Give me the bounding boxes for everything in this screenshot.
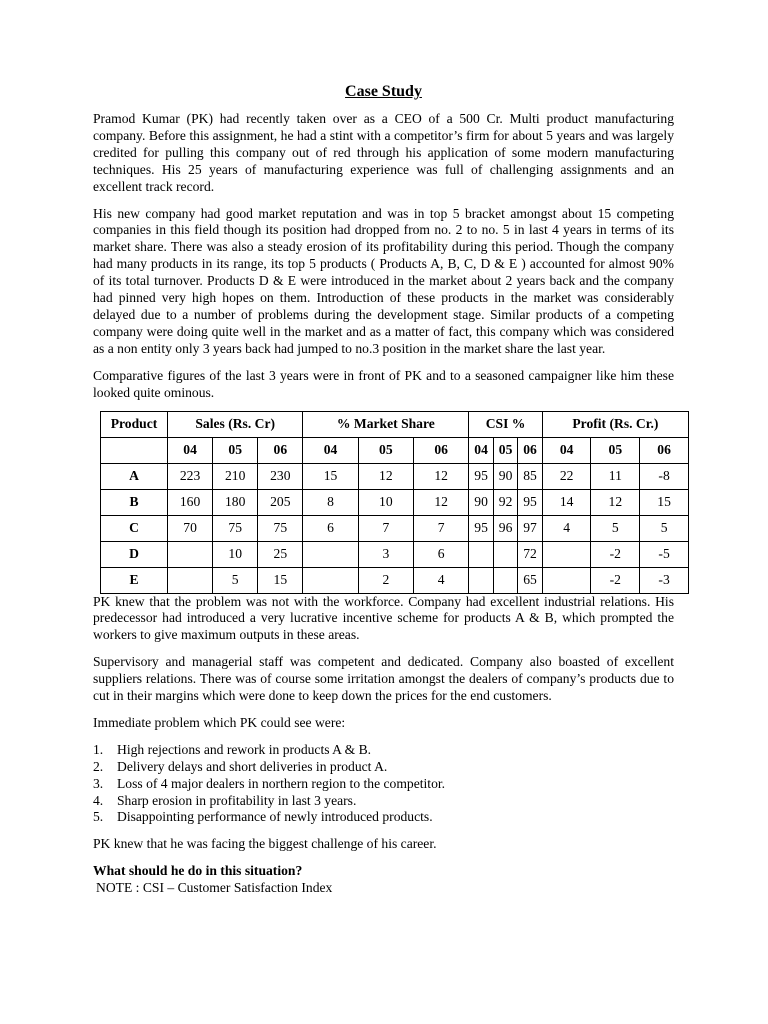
list-item: [93, 776, 674, 793]
product-cell: A: [101, 463, 168, 489]
table-cell: [168, 567, 213, 593]
list-number: 5.: [93, 809, 104, 825]
page-title: Case Study: [345, 83, 422, 100]
table-cell: 160: [168, 489, 213, 515]
table-cell: 5: [640, 515, 689, 541]
table-cell: 10: [358, 489, 413, 515]
table-cell: 210: [213, 463, 258, 489]
table-cell: 205: [258, 489, 303, 515]
table-cell: 230: [258, 463, 303, 489]
table-cell: 5: [591, 515, 640, 541]
list-item: [93, 793, 674, 810]
list-text: Loss of 4 major dealers in northern region to the competitor.: [117, 775, 446, 791]
table-cell: 95: [518, 489, 542, 515]
table-year-row: [101, 437, 689, 463]
table-cell: [303, 541, 358, 567]
table-cell: 75: [258, 515, 303, 541]
product-header: Product: [101, 411, 168, 437]
problems-list: [93, 742, 674, 827]
table-cell: 72: [518, 541, 542, 567]
table-row: [101, 489, 689, 515]
table-cell: 90: [469, 489, 493, 515]
table-row: [101, 463, 689, 489]
table-row: [101, 567, 689, 593]
table-cell: 75: [213, 515, 258, 541]
table-cell: 3: [358, 541, 413, 567]
list-text: Disappointing performance of newly introduced products.: [117, 809, 433, 825]
list-item: [93, 809, 674, 826]
table-cell: 15: [303, 463, 358, 489]
table-cell: 12: [591, 489, 640, 515]
table-cell: 90: [493, 463, 517, 489]
table-row: [101, 515, 689, 541]
table-cell: 15: [258, 567, 303, 593]
paragraph-company: His new company had good market reputation and was in top 5 bracket amongst about 15 competing companies in this field though its position had dropped from no. 2 to no. 5 in last 4 years in terms of its market share. There was also a steady erosion of its profitability during this period. Though the company had many products in its range, its top 5 products ( Products A, B, C, D & E ) accounted for almost 90% of its total turnover. Products D & E were introduced in the market about 2 years back and the company had pinned very high hopes on them. Introduction of these products in the market was considerably delayed due to a number of problems during the development stage. Similar products of a competing company were doing quite well in the market and as a matter of fact, this company which was considered as a non entity only 3 years back had jumped to no.3 position in the market share the last year.: [93, 205, 674, 356]
group-header-sales: Sales (Rs. Cr): [168, 411, 303, 437]
document-page: [93, 82, 674, 897]
table-cell: 2: [358, 567, 413, 593]
table-cell: [542, 541, 591, 567]
year-header: 04: [303, 437, 358, 463]
group-header-market-share: % Market Share: [303, 411, 469, 437]
table-cell: 6: [414, 541, 469, 567]
year-header: 05: [358, 437, 413, 463]
table-cell: 15: [640, 489, 689, 515]
list-text: High rejections and rework in products A & B.: [117, 741, 372, 757]
product-cell: D: [101, 541, 168, 567]
year-header: 06: [258, 437, 303, 463]
list-item: [93, 759, 674, 776]
table-cell: -3: [640, 567, 689, 593]
list-item: [93, 742, 674, 759]
table-cell: 70: [168, 515, 213, 541]
table-cell: 7: [358, 515, 413, 541]
paragraph-problems-intro: Immediate problem which PK could see were:: [93, 714, 346, 730]
table-cell: [168, 541, 213, 567]
paragraph-staff: Supervisory and managerial staff was competent and dedicated. Company also boasted of excellent suppliers relations. There was of course some irritation amongst the dealers of company’s products due to cut in their margins which were done to keep down the prices for the end customers.: [93, 654, 674, 704]
table-cell: 223: [168, 463, 213, 489]
table-cell: [493, 541, 517, 567]
table-cell: 22: [542, 463, 591, 489]
group-header-csi: CSI %: [469, 411, 542, 437]
list-number: 3.: [93, 775, 104, 791]
note: NOTE : CSI – Customer Satisfaction Index: [96, 880, 333, 896]
table-row: [101, 541, 689, 567]
year-header: 05: [213, 437, 258, 463]
year-header: 05: [493, 437, 517, 463]
table-cell: 85: [518, 463, 542, 489]
table-cell: -2: [591, 541, 640, 567]
group-header-profit: Profit (Rs. Cr.): [542, 411, 688, 437]
table-cell: 12: [414, 463, 469, 489]
paragraph-intro: Pramod Kumar (PK) had recently taken over as a CEO of a 500 Cr. Multi product manufacturing company. Before this assignment, he had a stint with a competitor’s firm for about 5 years and was largely credited for pulling this company out of red through his application of some modern manufacturing techniques. His 25 years of manufacturing experience was full of challenging assignments and an excellent track record.: [93, 111, 674, 194]
table-cell: [493, 567, 517, 593]
table-cell: 95: [469, 463, 493, 489]
table-cell: -2: [591, 567, 640, 593]
paragraph-closing: PK knew that he was facing the biggest challenge of his career.: [93, 836, 437, 852]
table-header-row: [101, 411, 689, 437]
year-header: 04: [469, 437, 493, 463]
year-header: 05: [591, 437, 640, 463]
table-cell: 8: [303, 489, 358, 515]
product-cell: E: [101, 567, 168, 593]
table-cell: 7: [414, 515, 469, 541]
table-cell: 96: [493, 515, 517, 541]
table-cell: 180: [213, 489, 258, 515]
product-cell: B: [101, 489, 168, 515]
year-header: 06: [414, 437, 469, 463]
year-header: 06: [640, 437, 689, 463]
year-header: 04: [168, 437, 213, 463]
table-cell: 12: [358, 463, 413, 489]
table-cell: 6: [303, 515, 358, 541]
table-cell: 65: [518, 567, 542, 593]
table-cell: [469, 541, 493, 567]
comparative-figures-table: [100, 411, 689, 594]
table-cell: 5: [213, 567, 258, 593]
table-cell: [542, 567, 591, 593]
table-cell: -8: [640, 463, 689, 489]
year-header-blank: [101, 437, 168, 463]
paragraph-workforce: PK knew that the problem was not with the workforce. Company had excellent industrial relations. His predecessor had introduced a very lucrative incentive scheme for products A & B, which prompted the workers to give maximum outputs in these areas.: [93, 593, 674, 643]
question: What should he do in this situation?: [93, 863, 303, 879]
list-number: 4.: [93, 792, 104, 808]
table-cell: 4: [414, 567, 469, 593]
list-number: 2.: [93, 758, 104, 774]
table-cell: 92: [493, 489, 517, 515]
year-header: 06: [518, 437, 542, 463]
table-cell: 25: [258, 541, 303, 567]
table-cell: [469, 567, 493, 593]
table-cell: 97: [518, 515, 542, 541]
table-cell: 14: [542, 489, 591, 515]
table-cell: 11: [591, 463, 640, 489]
list-number: 1.: [93, 741, 104, 757]
table-cell: 12: [414, 489, 469, 515]
paragraph-figures: Comparative figures of the last 3 years were in front of PK and to a seasoned campaigner like him these looked quite ominous.: [93, 367, 674, 400]
table-cell: 4: [542, 515, 591, 541]
list-text: Sharp erosion in profitability in last 3 years.: [117, 792, 357, 808]
table-cell: -5: [640, 541, 689, 567]
table-cell: 95: [469, 515, 493, 541]
table-cell: 10: [213, 541, 258, 567]
year-header: 04: [542, 437, 591, 463]
list-text: Delivery delays and short deliveries in product A.: [117, 758, 388, 774]
table-cell: [303, 567, 358, 593]
product-cell: C: [101, 515, 168, 541]
